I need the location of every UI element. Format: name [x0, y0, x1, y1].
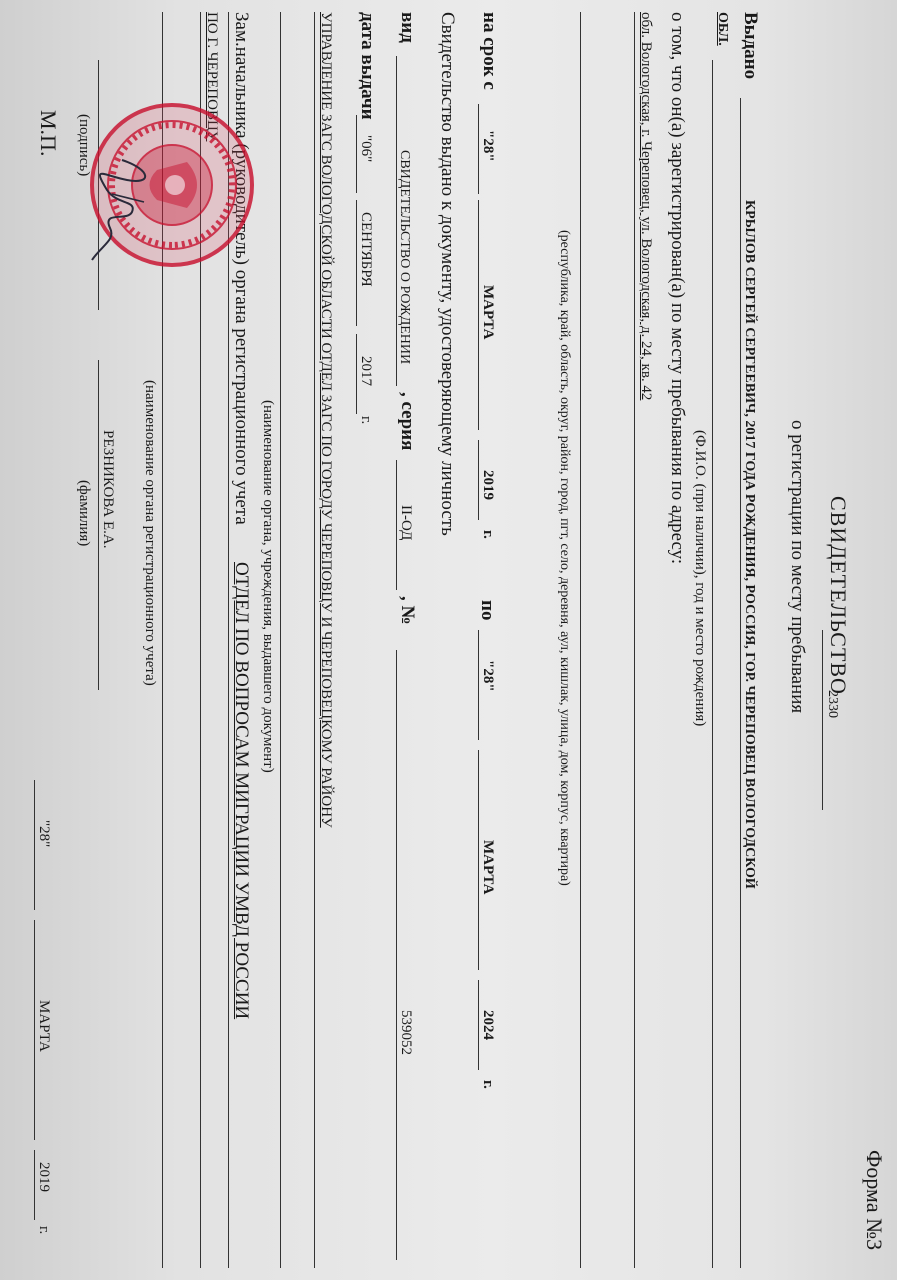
- issue-day-line: [356, 115, 357, 193]
- form-number: Форма №3: [862, 1150, 887, 1251]
- head-label: Зам.начальника (руководитель) органа регистрационного учета: [231, 12, 252, 525]
- issue-month-line: [356, 200, 357, 326]
- term-to-year: 2024: [480, 1010, 496, 1040]
- issuer-underline-1: [314, 12, 315, 1268]
- doc-number: 539052: [398, 1010, 414, 1055]
- address: обл. Вологодская, г. Череповец, ул. Вологодская, д. 24, кв. 42: [638, 12, 654, 401]
- person-underline-2: [712, 60, 713, 1268]
- sign-year-suffix: г.: [36, 1226, 52, 1235]
- sign-year: 2019: [36, 1162, 52, 1192]
- head-org-2: ПО Г. ЧЕРЕПОВЦУ: [204, 12, 220, 142]
- sign-year-line: [34, 1150, 35, 1220]
- term-to-day: "28": [480, 660, 496, 692]
- issue-year-line: [356, 334, 357, 414]
- address-underline-2: [580, 12, 581, 1268]
- person-underline-1: [740, 98, 741, 1268]
- sign-month-line: [34, 920, 35, 1140]
- sign-day: "28": [36, 820, 52, 848]
- certificate-subtitle: о регистрации по месту пребывания: [787, 420, 808, 714]
- sign-day-line: [34, 780, 35, 910]
- term-to-year-line: [478, 980, 479, 1070]
- issue-date-label: дата выдачи: [357, 12, 378, 120]
- term-from-month-line: [478, 200, 479, 430]
- doc-issued-text: Свидетельство выдано к документу, удостоверяющему личность: [437, 12, 458, 536]
- doc-series: II-ОД: [398, 505, 414, 541]
- issuer: УПРАВЛЕНИЕ ЗАГС ВОЛОГОДСКОЙ ОБЛАСТИ ОТДЕЛ ЗАГС ПО ГОРОДУ ЧЕРЕПОВЦУ И ЧЕРЕПОВЕЦКОМУ РАЙОНУ: [318, 12, 334, 828]
- doc-kind-label: вид: [397, 12, 418, 43]
- person-line-2: ОБЛ.: [715, 12, 730, 46]
- issue-month: СЕНТЯБРЯ: [358, 212, 374, 287]
- registered-text: о том, что он(а) зарегистрирован(а) по месту пребывания по адресу:: [667, 12, 688, 565]
- term-from-day: "28": [480, 130, 496, 162]
- handwritten-signature: [82, 150, 162, 270]
- certificate-title: СВИДЕТЕЛЬСТВО: [826, 496, 851, 695]
- term-from-year: 2019: [480, 470, 496, 500]
- issue-day: "06": [358, 135, 374, 163]
- signature-caption: (подпись): [76, 114, 92, 177]
- signer-name: РЕЗНИКОВА Е.А.: [100, 430, 116, 549]
- issue-year: 2017: [358, 356, 374, 386]
- term-to-label: по: [477, 600, 498, 621]
- doc-number-label: , №: [397, 596, 418, 625]
- term-to-month-line: [478, 750, 479, 970]
- issued-label: Выдано: [740, 12, 761, 80]
- head-org: ОТДЕЛ ПО ВОПРОСАМ МИГРАЦИИ УМВД РОССИИ: [231, 562, 252, 1020]
- issue-year-suffix: г.: [358, 416, 374, 425]
- sign-month: МАРТА: [36, 1000, 52, 1052]
- term-from-month: МАРТА: [480, 285, 496, 340]
- doc-number-line: [396, 650, 397, 1260]
- stamp-place-label: М.П.: [36, 110, 61, 157]
- doc-kind: СВИДЕТЕЛЬСТВО О РОЖДЕНИИ: [397, 150, 412, 365]
- address-caption: (республика, край, область, округ, район, город, пгт, село, деревня, аул, кишлак, улица, дом, корпус, квартира): [557, 230, 572, 886]
- term-label: на срок с: [479, 12, 500, 90]
- term-from-day-line: [478, 104, 479, 194]
- doc-series-line: [396, 460, 397, 590]
- surname-caption: (фамилия): [76, 480, 92, 547]
- certificate-number: 2330: [825, 690, 840, 718]
- term-to-year-suffix: г.: [480, 1080, 496, 1089]
- person-line-1: КРЫЛОВ СЕРГЕЙ СЕРГЕЕВИЧ, 2017 ГОДА РОЖДЕНИЯ, РОССИЯ, ГОР. ЧЕРЕПОВЕЦ ВОЛОГОДСКОЙ: [742, 200, 757, 889]
- head-org-caption: (наименование органа регистрационного учета): [142, 380, 158, 686]
- number-underline: [822, 630, 823, 810]
- term-from-year-line: [478, 440, 479, 520]
- term-from-year-suffix: г.: [480, 530, 496, 539]
- person-caption: (Ф.И.О. (при наличии), год и место рождения): [692, 430, 708, 727]
- signer-line: [98, 360, 99, 690]
- term-to-month: МАРТА: [480, 840, 496, 895]
- address-underline-1: [634, 12, 635, 1268]
- issuer-underline-2: [280, 12, 281, 1268]
- issuer-caption: (наименование органа, учреждения, выдавшего документ): [260, 400, 276, 773]
- doc-series-label: , серия: [397, 392, 418, 451]
- term-to-day-line: [478, 630, 479, 740]
